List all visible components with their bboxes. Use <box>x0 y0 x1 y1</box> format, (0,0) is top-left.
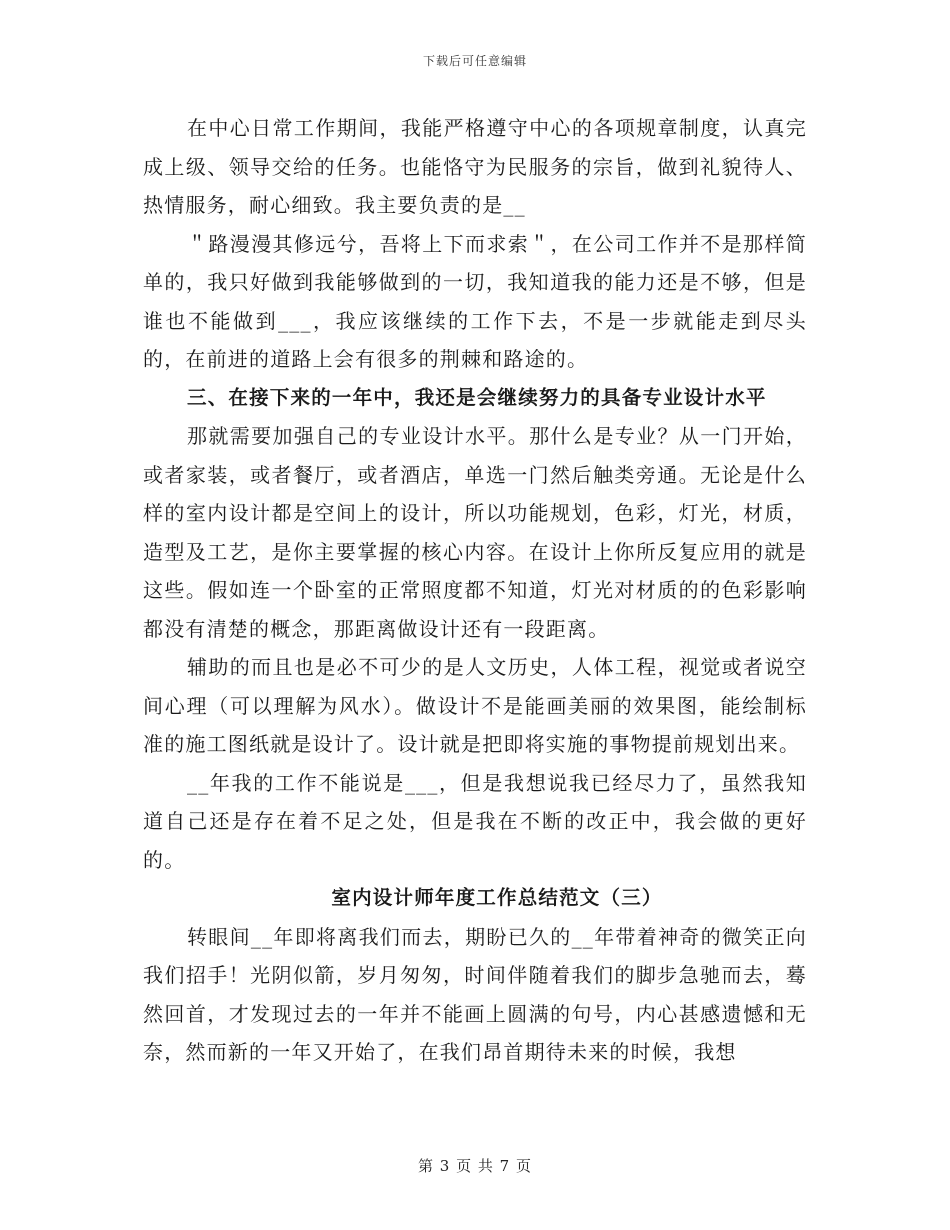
paragraph-humanities: 辅助的而且也是必不可少的是人文历史，人体工程，视觉或者说空间心理（可以理解为风水）。做设计不是能画美丽的效果图，能绘制标准的施工图纸就是设计了。设计就是把即将实施的事物提前规划出来。 <box>143 655 807 756</box>
paragraph-daily-work: 在中心日常工作期间，我能严格遵守中心的各项规章制度，认真完成上级、领导交给的任务。也能恪守为民服务的宗旨，做到礼貌待人、热情服务，耐心细致。我主要负责的是__ <box>143 116 807 217</box>
paragraph-professional-level: 那就需要加强自己的专业设计水平。那什么是专业？从一门开始，或者家装，或者餐厅，或者酒店，单选一门然后触类旁通。无论是什么样的室内设计都是空间上的设计，所以功能规划，色彩，灯光，材质，造型及工艺，是你主要掌握的核心内容。在设计上你所反复应用的就是这些。假如连一个卧室的正常照度都不知道，灯光对材质的的色彩影响都没有清楚的概念，那距离做设计还有一段距离。 <box>143 424 807 641</box>
paragraph-year-summary: __年我的工作不能说是___，但是我想说我已经尽力了，虽然我知道自己还是存在着不足之处，但是我在不断的改正中，我会做的更好的。 <box>143 770 807 872</box>
paragraph-long-road: ＂路漫漫其修远兮，吾将上下而求索＂，在公司工作并不是那样简单的，我只好做到我能够做到的一切，我知道我的能力还是不够，但是谁也不能做到___，我应该继续的工作下去，不是一步就能走到尽头的，在前进的道路上会有很多的荆棘和路途的。 <box>143 231 807 371</box>
header-note: 下载后可任意编辑 <box>422 54 527 68</box>
document-body <box>143 109 807 1072</box>
section-heading-three: 三、在接下来的一年中，我还是会继续努力的具备专业设计水平 <box>187 385 767 409</box>
document-title: 室内设计师年度工作总结范文（三） <box>331 886 663 909</box>
paragraph-new-year: 转眼间__年即将离我们而去，期盼已久的__年带着神奇的微笑正向我们招手！光阴似箭，岁月匆匆，时间伴随着我们的脚步急驰而去，蓦然回首，才发现过去的一年并不能画上圆满的句号，内心甚感遗憾和无奈，然而新的一年又开始了，在我们昂首期待未来的时候，我想 <box>143 924 807 1064</box>
page-number: 第 3 页 共 7 页 <box>418 1157 532 1175</box>
